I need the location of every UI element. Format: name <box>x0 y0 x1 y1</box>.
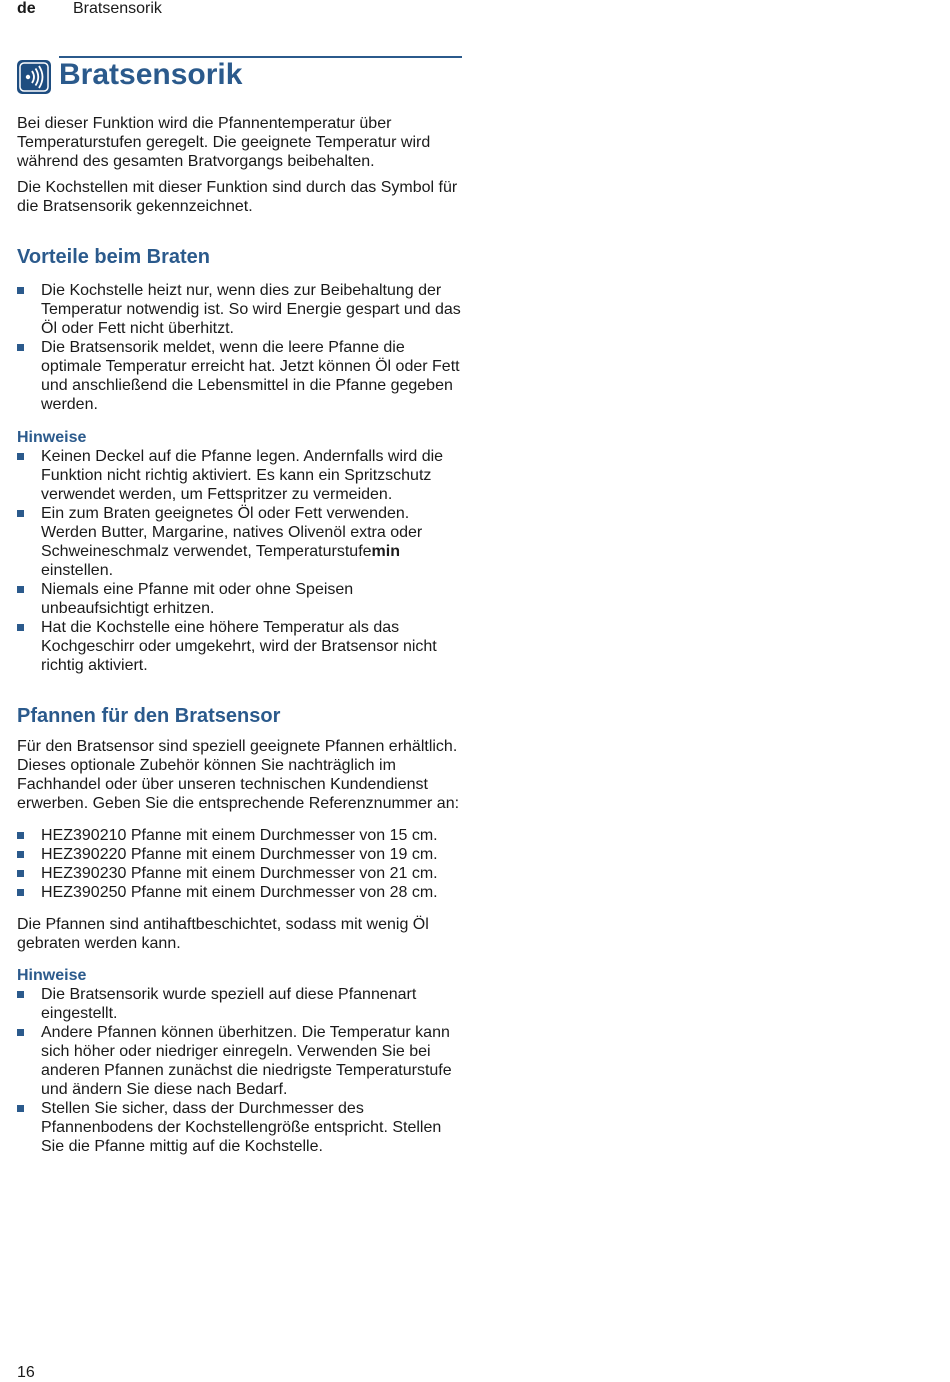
list-item: Die Kochstelle heizt nur, wenn dies zur Beibehaltung der Temperatur notwendig ist. So wird Energie gespart und das Öl oder Fett nicht überhitzt. <box>17 281 462 338</box>
list-item: Andere Pfannen können überhitzen. Die Temperatur kann sich höher oder niedriger einregeln. Verwenden Sie bei anderen Pfannen zunächst die niedrigste Temperaturstufe und ändern Sie diese nach Bedarf. <box>17 1023 462 1099</box>
bullet-icon <box>17 586 24 593</box>
bullet-icon <box>17 287 24 294</box>
list-item: HEZ390230 Pfanne mit einem Durchmesser von 21 cm. <box>17 864 462 883</box>
bullet-icon <box>17 1105 24 1112</box>
min-setting-label: min <box>371 543 400 560</box>
vorteile-list <box>17 281 462 414</box>
bullet-icon <box>17 851 24 858</box>
heading-vorteile: Vorteile beim Braten <box>17 246 211 268</box>
bullet-icon <box>17 1029 24 1036</box>
bullet-icon <box>17 344 24 351</box>
list-item: Stellen Sie sicher, dass der Durchmesser des Pfannenbodens der Kochstellengröße entspricht. Stellen Sie die Pfanne mittig auf die Kochstelle. <box>17 1099 462 1156</box>
pfannen-coating-note: Die Pfannen sind antihaftbeschichtet, sodass mit wenig Öl gebraten werden kann. <box>17 916 429 952</box>
heading-pfannen: Pfannen für den Bratsensor <box>17 705 281 727</box>
list-item: Die Bratsensorik wurde speziell auf diese Pfannenart eingestellt. <box>17 985 462 1023</box>
hinweise-list <box>17 447 462 675</box>
list-item: HEZ390210 Pfanne mit einem Durchmesser von 15 cm. <box>17 826 462 845</box>
intro-paragraph-2: Die Kochstellen mit dieser Funktion sind durch das Symbol für die Bratsensorik gekennzeichnet. <box>17 179 458 215</box>
bullet-icon <box>17 510 24 517</box>
list-item: Ein zum Braten geeignetes Öl oder Fett verwenden. Werden Butter, Margarine, natives Olivenöl extra oder Schweineschmalz verwendet, Temperaturstufemin einstellen. <box>17 504 462 580</box>
pfannen-intro: Für den Bratsensor sind speziell geeignete Pfannen erhältlich. Dieses optionale Zubehör können Sie nachträglich im Fachhandel oder über unseren technischen Kundendienst erwerben. Geben Sie die entsprechende Referenznummer an: <box>17 738 460 812</box>
running-section-title: Bratsensorik <box>73 0 162 17</box>
bullet-icon <box>17 889 24 896</box>
intro-paragraph-1: Bei dieser Funktion wird die Pfannentemperatur über Temperaturstufen geregelt. Die geeignete Temperatur wird während des gesamten Bratvorgangs beibehalten. <box>17 115 431 170</box>
bullet-icon <box>17 453 24 460</box>
list-item: HEZ390220 Pfanne mit einem Durchmesser von 19 cm. <box>17 845 462 864</box>
page-title: Bratsensorik <box>59 58 243 91</box>
list-item: HEZ390250 Pfanne mit einem Durchmesser von 28 cm. <box>17 883 462 902</box>
list-item: Niemals eine Pfanne mit oder ohne Speisen unbeaufsichtigt erhitzen. <box>17 580 462 618</box>
hinweise-list-2 <box>17 985 462 1156</box>
list-item: Die Bratsensorik meldet, wenn die leere Pfanne die optimale Temperatur erreicht hat. Jetzt können Öl oder Fett und anschließend die Lebensmittel in die Pfanne gegeben werden. <box>17 338 462 414</box>
heading-hinweise-2: Hinweise <box>17 967 87 984</box>
product-list <box>17 826 462 902</box>
title-row <box>17 56 462 96</box>
list-item: Keinen Deckel auf die Pfanne legen. Andernfalls wird die Funktion nicht richtig aktiviert. Es kann ein Spritzschutz verwendet werden, um Fettspritzer zu vermeiden. <box>17 447 462 504</box>
bullet-icon <box>17 832 24 839</box>
bullet-icon <box>17 624 24 631</box>
list-item: Hat die Kochstelle eine höhere Temperatur als das Kochgeschirr oder umgekehrt, wird der Bratsensor nicht richtig aktiviert. <box>17 618 462 675</box>
frying-sensor-icon <box>17 60 51 94</box>
language-code: de <box>17 0 36 17</box>
heading-hinweise: Hinweise <box>17 429 87 446</box>
content-column <box>17 56 462 1156</box>
bullet-icon <box>17 991 24 998</box>
bullet-icon <box>17 870 24 877</box>
page-number: 16 <box>17 1364 35 1381</box>
